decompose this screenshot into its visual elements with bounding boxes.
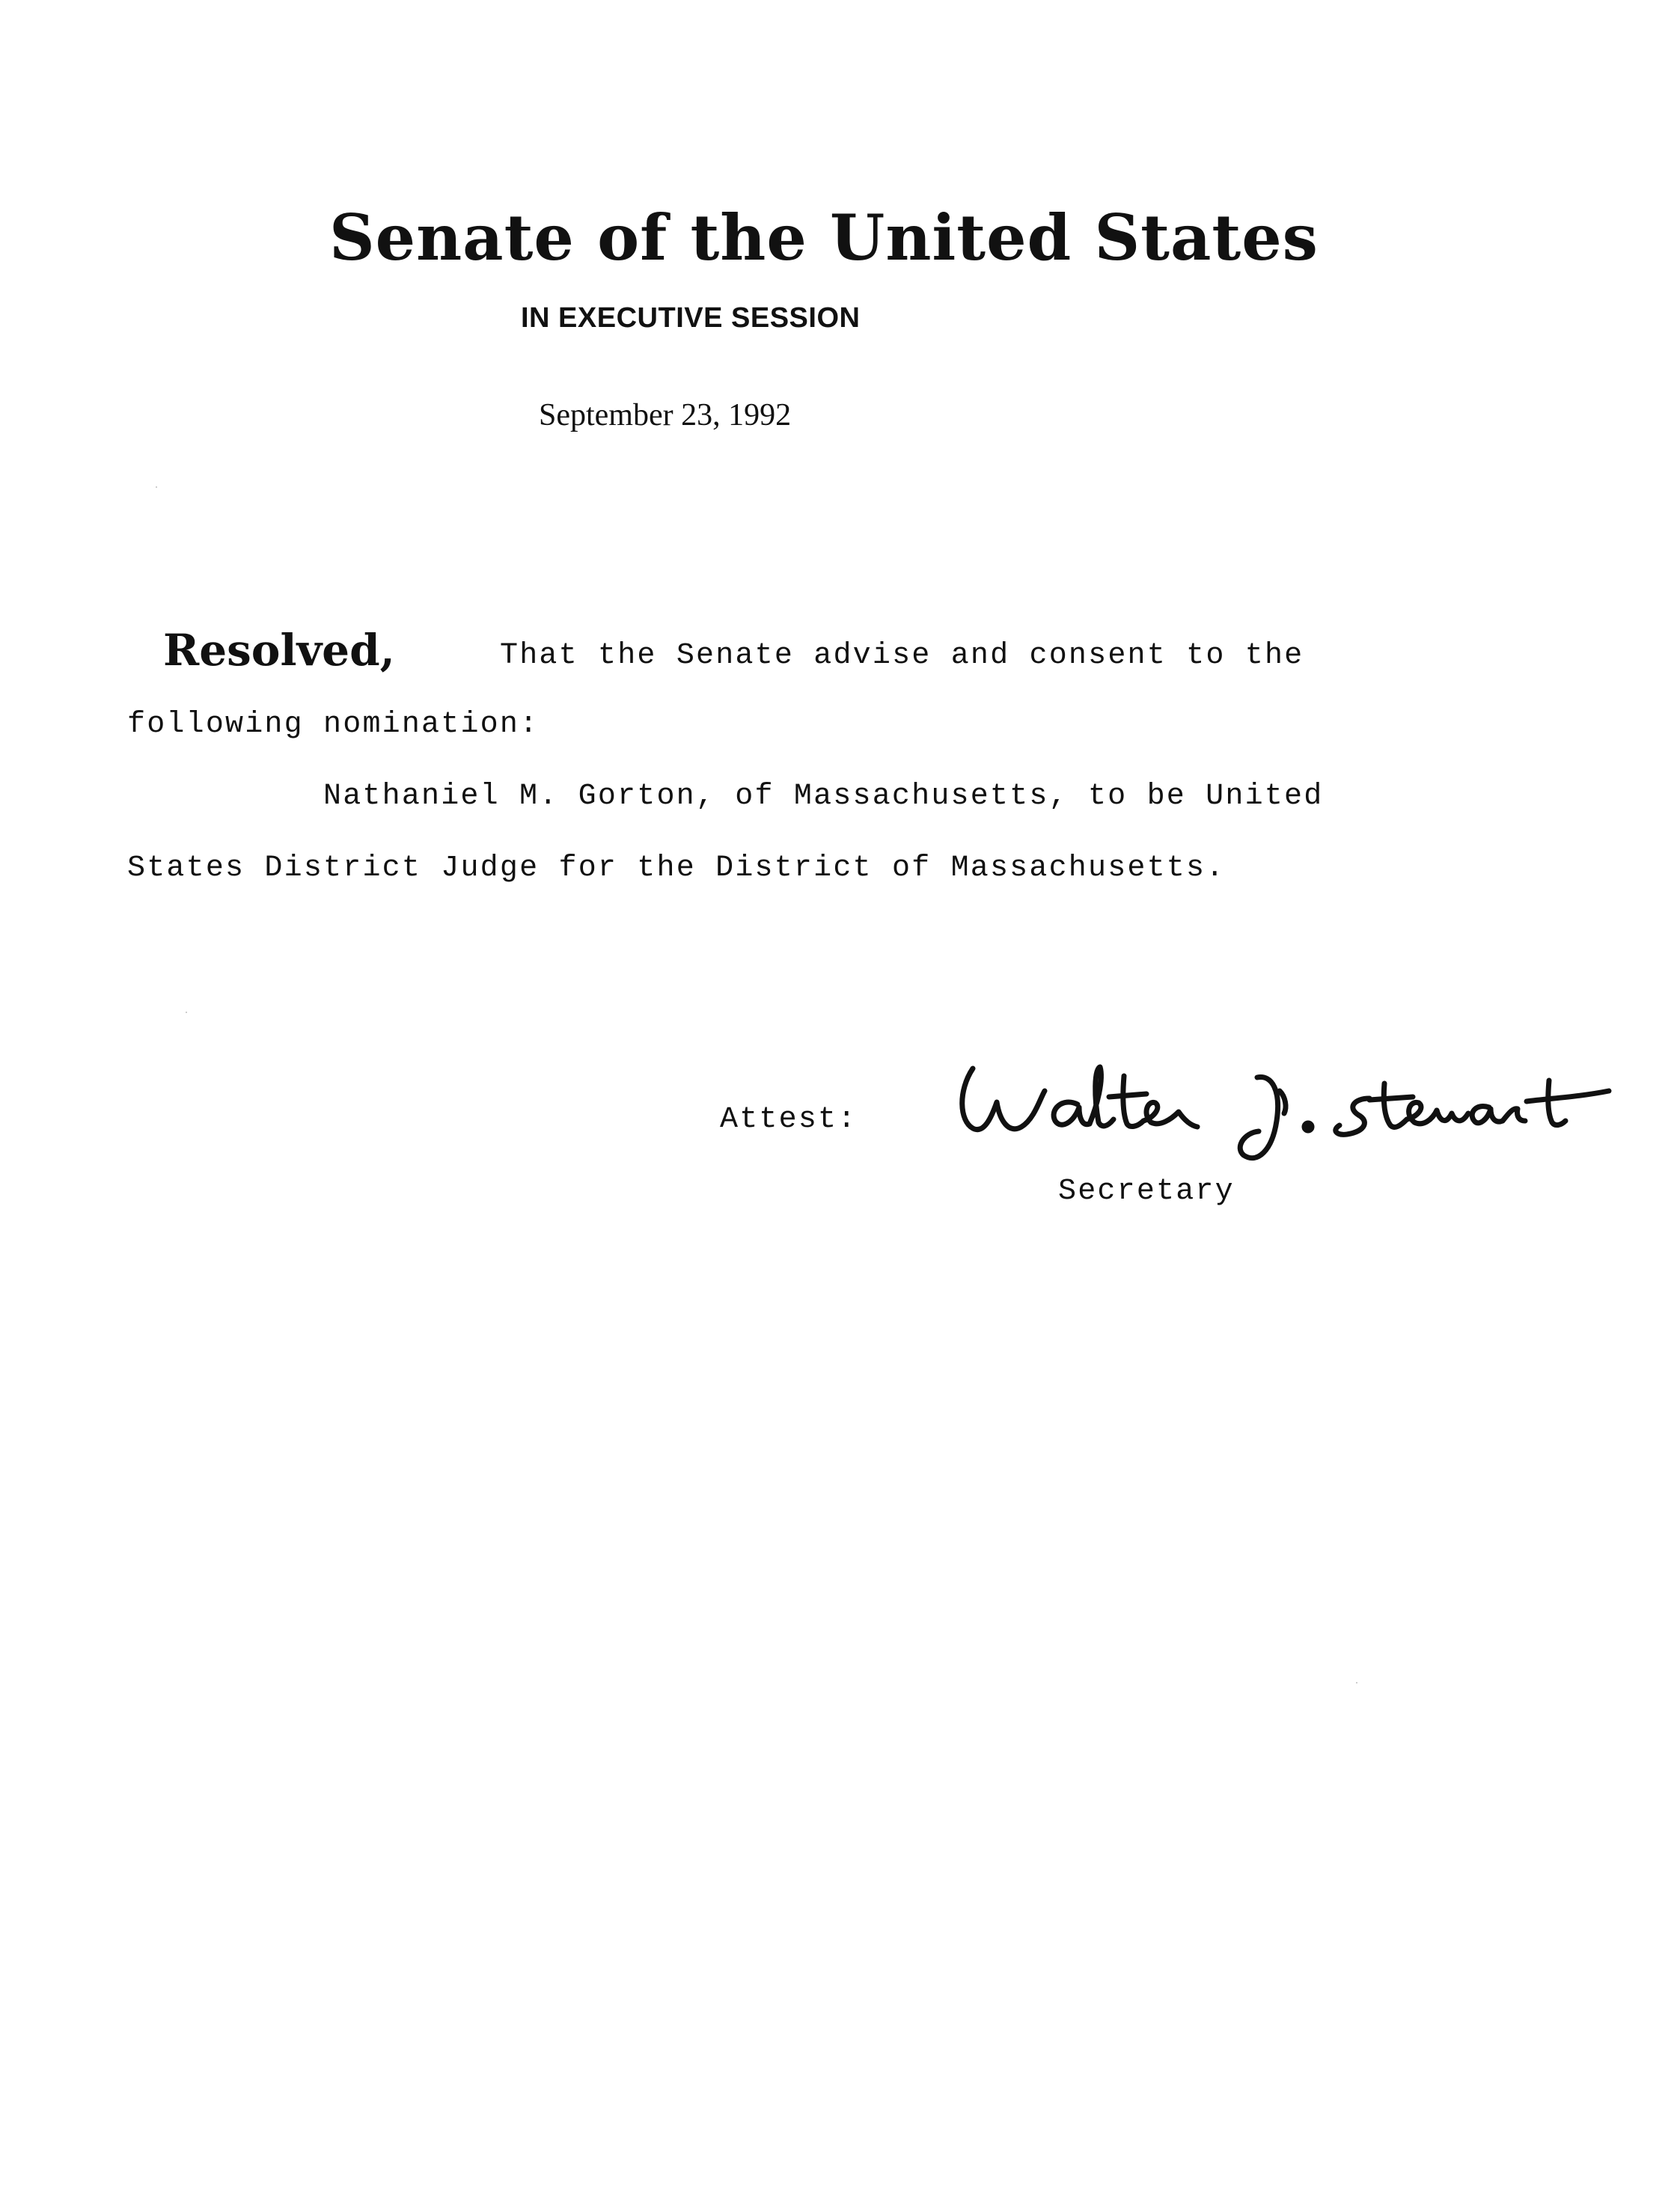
scan-speck — [186, 1012, 187, 1013]
scan-speck — [1356, 1682, 1357, 1683]
nomination-line-1: Nathaniel M. Gorton, of Massachusetts, to be United — [323, 780, 1324, 813]
document-date: September 23, 1992 — [539, 398, 792, 432]
page-title: Senate of the United States — [329, 201, 1319, 275]
resolution-line-2: following nomination: — [127, 708, 540, 741]
secretary-title: Secretary — [1058, 1175, 1235, 1208]
attest-label: Attest: — [720, 1103, 858, 1137]
signature — [950, 1039, 1646, 1188]
resolved-word: Resolved, — [163, 625, 395, 676]
resolution-line-1: That the Senate advise and consent to the — [500, 639, 1304, 673]
scan-speck — [156, 486, 157, 488]
session-label: IN EXECUTIVE SESSION — [521, 302, 861, 334]
nomination-line-2: States District Judge for the District of Massachusetts. — [127, 851, 1226, 885]
